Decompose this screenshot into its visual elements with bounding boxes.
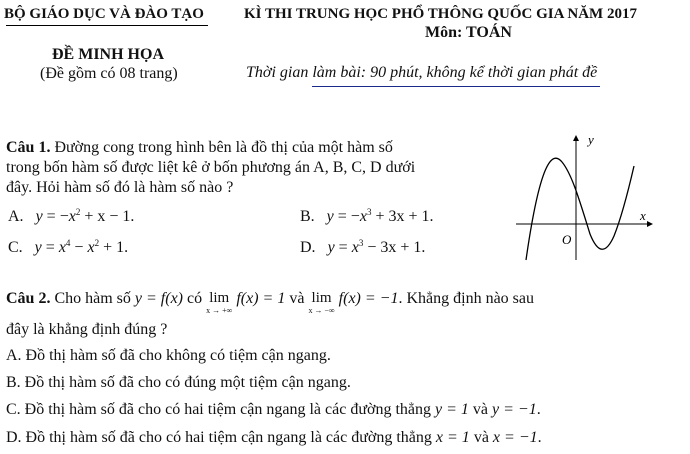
question1-option-d[interactable]: D. $y = x^3 - 3x + 1$. (300, 238, 426, 256)
question2-option-b[interactable]: B. Đồ thị hàm số đã cho có đúng một tiệm cận ngang. (6, 374, 351, 391)
limit-minus-infinity: lim x → −∞ (308, 290, 335, 315)
time-note: Thời gian làm bài: 90 phút, không kể thời gian phát đề (246, 64, 598, 81)
ministry-name: BỘ GIÁO DỤC VÀ ĐÀO TẠO (4, 6, 204, 22)
limit-plus-infinity: lim x → +∞ (206, 290, 233, 315)
question2-stem-line2: đây là khẳng định đúng ? (6, 321, 168, 338)
question1-stem-line2: trong bốn hàm số được liệt kê ở bốn phương án A, B, C, D dưới (6, 159, 416, 176)
ministry-underline (6, 25, 208, 26)
exam-type: ĐỀ MINH HỌA (52, 46, 164, 63)
question1-stem-text-1: Đường cong trong hình bên là đồ thị của một hàm số (54, 139, 393, 156)
question1-option-c[interactable]: C. $y = x^4 - x^2 + 1$. (8, 238, 129, 256)
question1-stem-line1 (6, 138, 393, 158)
question2-option-a[interactable]: A. Đồ thị hàm số đã cho không có tiệm cận ngang. (6, 347, 331, 364)
question1-label: Câu 1. (6, 139, 51, 156)
question2-option-d[interactable]: D. Đồ thị hàm số đã cho có hai tiệm cận ngang là các đường thẳng x = 1 và x = −1. (6, 429, 542, 446)
question1-option-a[interactable]: A. $y = -x^2 + x - 1$. (8, 207, 135, 225)
x-axis-label: x (640, 208, 646, 223)
question1-option-b[interactable]: B. $y = -x^3 + 3x + 1$. (300, 207, 434, 225)
question1-graph (510, 132, 660, 264)
exam-title: KÌ THI TRUNG HỌC PHỔ THÔNG QUỐC GIA NĂM 2017 (244, 6, 637, 22)
origin-label: O (562, 232, 572, 247)
cubic-curve (526, 158, 634, 260)
question2-stem-line1: Câu 2. Cho hàm số y = f(x) có lim x → +∞ f(x) = 1 và lim x → −∞ f(x) = −1. Khẳng định nào sau (6, 290, 534, 315)
question2-option-c[interactable]: C. Đồ thị hàm số đã cho có hai tiệm cận ngang là các đường thẳng y = 1 và y = −1. (6, 401, 541, 418)
subject-label: Môn: TOÁN (425, 24, 512, 41)
time-underline (312, 86, 600, 87)
page-count: (Đề gồm có 08 trang) (40, 65, 178, 82)
question1-stem-line3: đây. Hỏi hàm số đó là hàm số nào ? (6, 179, 234, 196)
question2-label: Câu 2. (6, 290, 51, 307)
y-axis-label: y (588, 132, 594, 147)
